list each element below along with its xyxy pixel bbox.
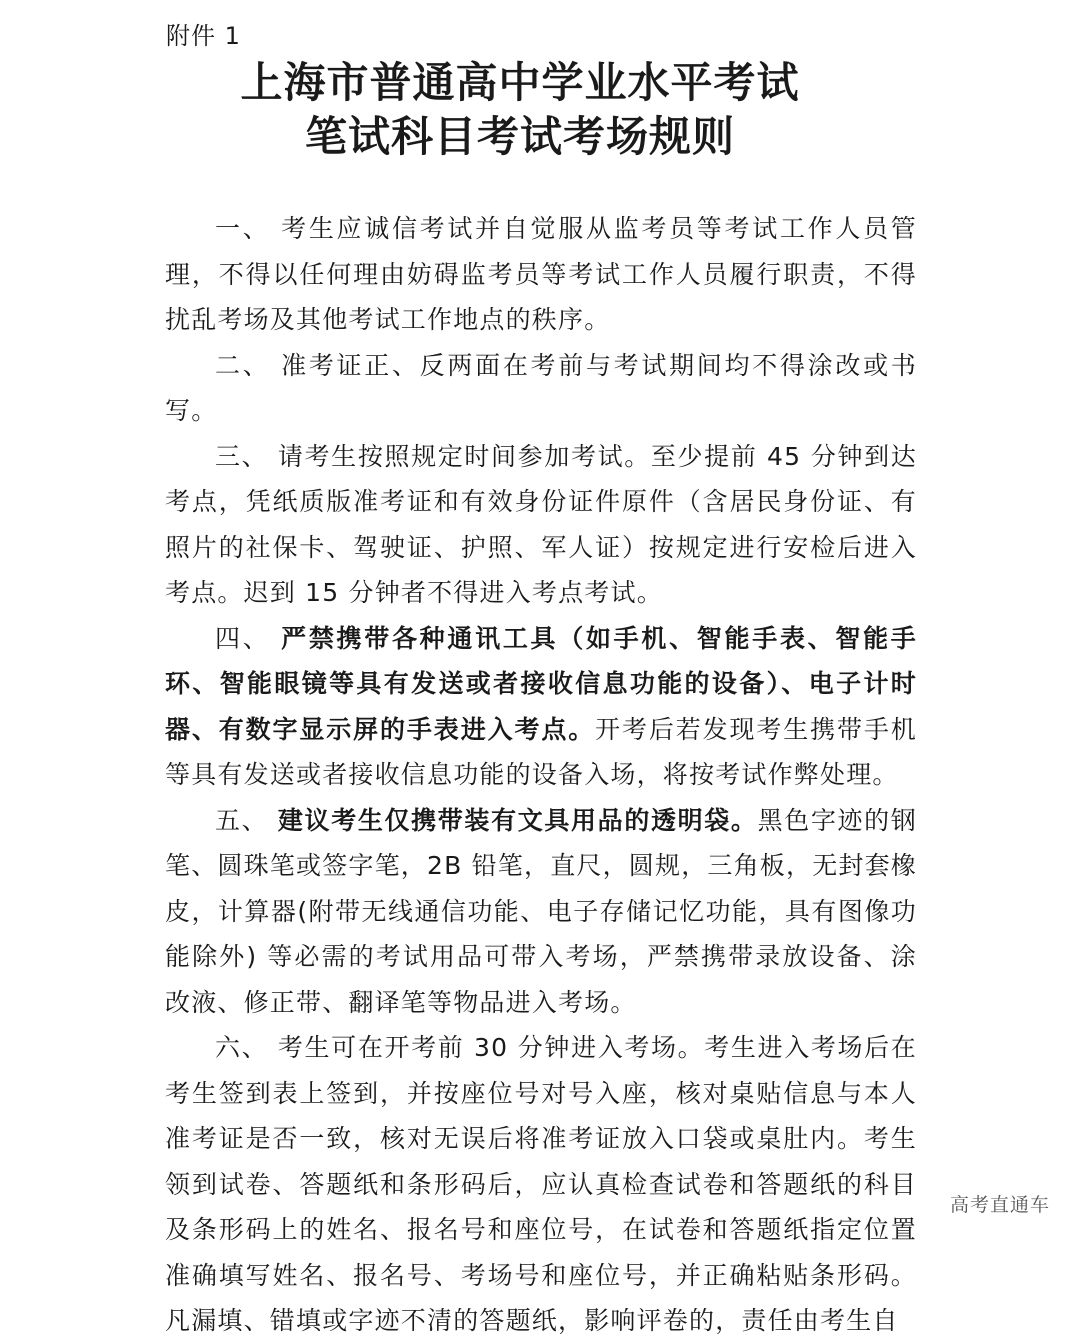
rule-number: 二、: [215, 350, 271, 380]
rule-paragraph-4: [165, 616, 917, 798]
rule-text: 考生可在开考前 30 分钟进入考场。考生进入考场后在考生签到表上签到，并按座位号对号入座，核对桌贴信息与本人准考证是否一致，核对无误后将准考证放入口袋或桌肚内。考生领到试卷、答题纸和条形码后，应认真检查试卷和答题纸的科目及条形码上的姓名、报名号和座位号，在试卷和答题纸指定位置准确填写姓名、报名号、考场号和座位号，并正确粘贴条形码。凡漏填、错填或字迹不清的答题纸，影响评卷的，责任由考生自: [165, 1033, 917, 1335]
rule-paragraph-2: [165, 343, 917, 434]
rule-paragraph-6: [165, 1025, 917, 1344]
rule-bold-text: 建议考生仅携带装有文具用品的透明袋。: [277, 805, 758, 835]
source-watermark: 高考直通车: [949, 1194, 1050, 1216]
rule-bold-text: 严禁携带各种通讯工具（如手机、智能手表、智能手环、智能眼镜等具有发送或者接收信息功能的设备）、电子计时器、有数字显示屏的手表进入考点。: [165, 623, 918, 744]
rule-number: 一、: [215, 214, 271, 243]
rule-text: 请考生按照规定时间参加考试。至少提前 45 分钟到达考点，凭纸质版准考证和有效身份证件原件（含居民身份证、有照片的社保卡、驾驶证、护照、军人证）按规定进行安检后进入考点。迟到 15 分钟者不得进入考点考试。: [165, 441, 917, 607]
rule-text: 开考后若发现考生携带手机等具有发送或者接收信息功能的设备入场，将按考试作弊处理。: [165, 714, 918, 789]
rule-paragraph-1: [165, 206, 917, 343]
rule-text: 准考证正、反两面在考前与考试期间均不得涂改或书写。: [165, 350, 918, 425]
rule-text: 黑色字迹的钢笔、圆珠笔或签字笔，2B 铅笔，直尺，圆规，三角板，无封套橡皮，计算器(附带无线通信功能、电子存储记忆功能，具有图像功能除外) 等必需的考试用品可带入考场，严禁携带录放设备、涂改液、修正带、翻译笔等物品进入考场。: [165, 805, 918, 1017]
document-title-line-1: 上海市普通高中学业水平考试: [240, 58, 800, 107]
rule-text: 考生应诚信考试并自觉服从监考员等考试工作人员管理，不得以任何理由妨碍监考员等考试工作人员履行职责，不得扰乱考场及其他考试工作地点的秩序。: [165, 214, 918, 334]
rule-number: 四、: [215, 623, 271, 653]
rule-paragraph-5: [165, 798, 917, 1026]
rule-number: 三、: [215, 441, 269, 471]
rule-number: 六、: [215, 1033, 269, 1062]
document-title-line-2: 笔试科目考试考场规则: [304, 112, 735, 161]
rule-paragraph-3: [165, 434, 917, 616]
attachment-label: 附件 1: [166, 22, 241, 50]
rule-number: 五、: [215, 805, 269, 835]
rules-body: [165, 206, 917, 1344]
